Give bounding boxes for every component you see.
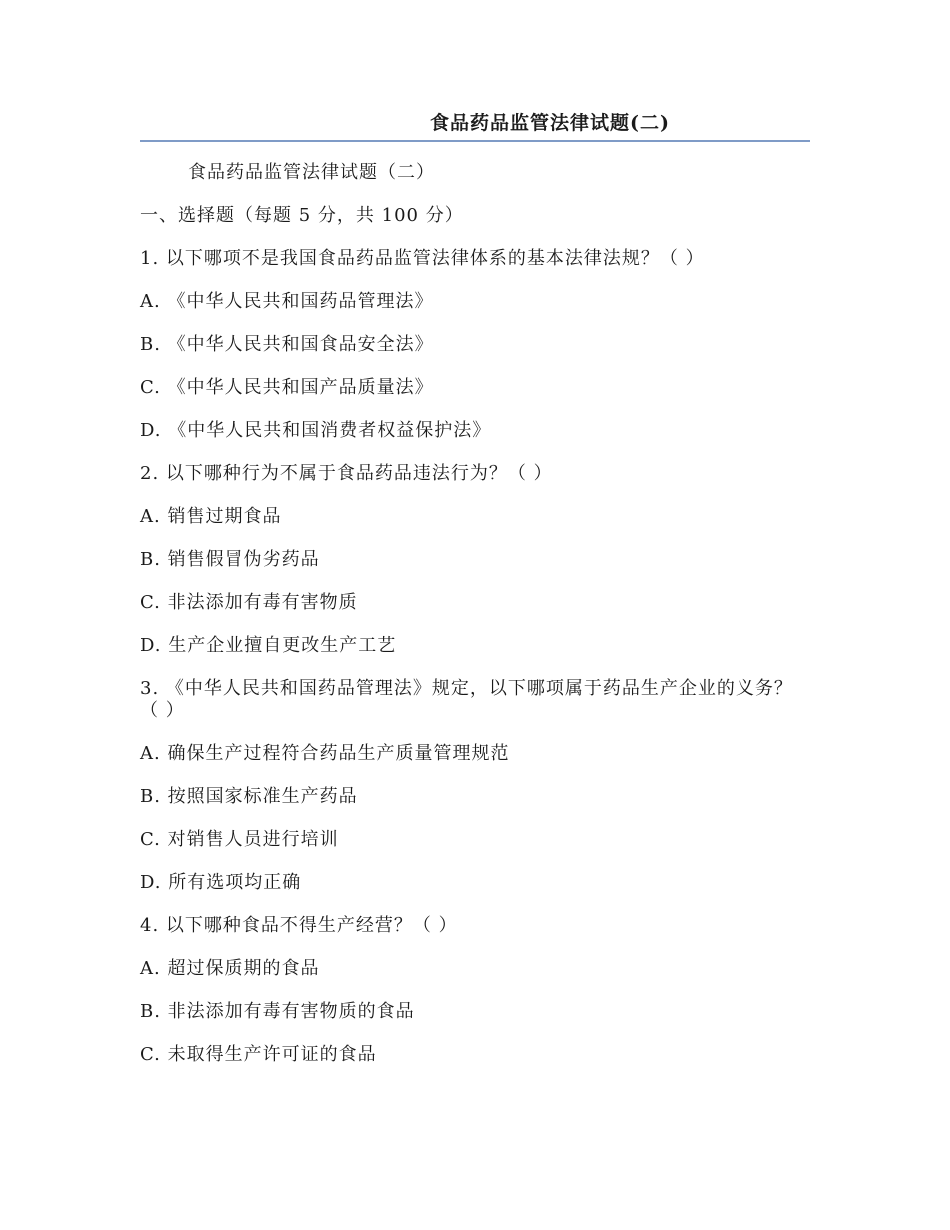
document-page xyxy=(140,108,810,1066)
question-2-option-b: B. 销售假冒伪劣药品 xyxy=(140,549,320,570)
question-4-option-b: B. 非法添加有毒有害物质的食品 xyxy=(140,1001,415,1022)
question-1-option-b: B. 《中华人民共和国食品安全法》 xyxy=(140,334,434,355)
document-subtitle: 食品药品监管法律试题（二） xyxy=(188,162,435,183)
question-2-stem: 2. 以下哪种行为不属于食品药品违法行为？（ ） xyxy=(140,463,553,484)
question-4-stem: 4. 以下哪种食品不得生产经营？（ ） xyxy=(140,915,458,936)
question-1-stem: 1. 以下哪项不是我国食品药品监管法律体系的基本法律法规？（ ） xyxy=(140,248,705,269)
question-2-option-c: C. 非法添加有毒有害物质 xyxy=(140,592,358,613)
question-1-option-c: C. 《中华人民共和国产品质量法》 xyxy=(140,377,434,398)
question-1-option-a: A. 《中华人民共和国药品管理法》 xyxy=(140,291,434,312)
question-2-option-a: A. 销售过期食品 xyxy=(140,506,282,527)
question-3-option-d: D. 所有选项均正确 xyxy=(140,872,302,893)
question-3-option-c: C. 对销售人员进行培训 xyxy=(140,829,339,850)
question-1-option-d: D. 《中华人民共和国消费者权益保护法》 xyxy=(140,420,492,441)
question-3-option-a: A. 确保生产过程符合药品生产质量管理规范 xyxy=(140,743,510,764)
document-title: 食品药品监管法律试题(二) xyxy=(430,112,670,134)
question-4-option-a: A. 超过保质期的食品 xyxy=(140,958,320,979)
question-2-option-d: D. 生产企业擅自更改生产工艺 xyxy=(140,635,397,656)
question-3-option-b: B. 按照国家标准生产药品 xyxy=(140,786,358,807)
section-heading: 一、选择题（每题 5 分，共 100 分） xyxy=(140,205,464,226)
question-4-option-c: C. 未取得生产许可证的食品 xyxy=(140,1044,377,1065)
title-underline xyxy=(140,140,810,142)
question-3-stem: 3. 《中华人民共和国药品管理法》规定，以下哪项属于药品生产企业的义务？（ ） xyxy=(140,678,793,721)
